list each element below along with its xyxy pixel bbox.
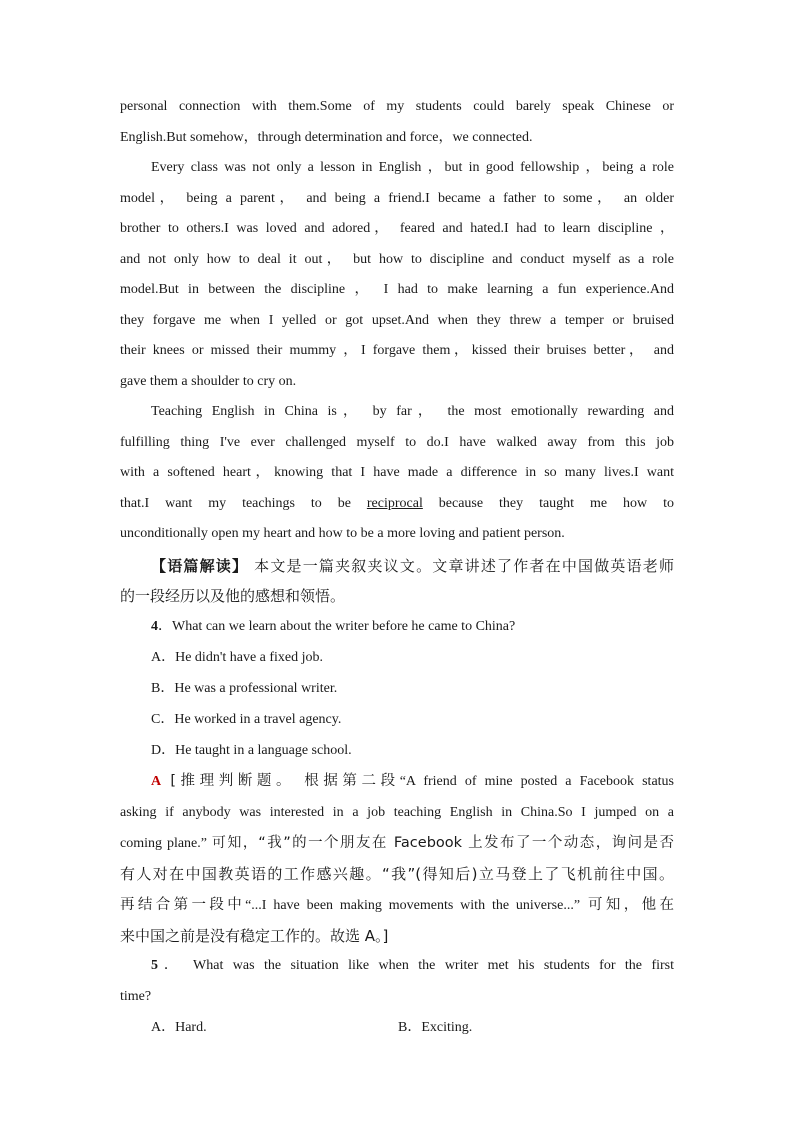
text-line: 有人对在中国教英语的工作感兴趣。“我”(得知后)立马登上了飞机前往中国。 — [120, 865, 674, 883]
option-a: A．He didn't have a fixed job. — [151, 650, 324, 665]
question-stem — [120, 612, 674, 643]
text-line — [120, 828, 674, 859]
question-text: ． What was the situation like when the writer met his students for the first — [158, 958, 674, 973]
text-line: model， being a parent， and being a friend.I became a father to some， an older — [120, 190, 674, 206]
text-segment: 可知，他在 — [580, 896, 675, 913]
analysis-label: 【语篇解读】 — [151, 556, 249, 575]
underlined-word: reciprocal — [366, 495, 423, 511]
option-b: B．He was a professional writer. — [151, 681, 338, 696]
text-line: fulfilling thing I've ever challenged myself to do.I have walked away from this job — [120, 434, 674, 450]
document-page — [120, 92, 674, 1043]
text-segment: 再结合第一段中 — [120, 896, 246, 913]
text-line: brother to others.I was loved and adored， feared and hated.I had to learn discipline ， — [120, 221, 674, 236]
question-number: 4 — [151, 618, 158, 634]
option-a: A．Hard. — [151, 1020, 207, 1035]
text-segment: “...I have been making movements with the universe...” — [245, 897, 581, 913]
text-line — [120, 551, 674, 582]
option-c: C．He worked in a travel agency. — [151, 712, 342, 727]
option-b: B．Exciting. — [398, 1020, 473, 1035]
text-segment: that.I want my teachings to be — [120, 495, 367, 511]
text-line: and not only how to deal it out， but how to discipline and conduct myself as a role — [120, 251, 674, 267]
option-d: D．He taught in a language school. — [151, 743, 352, 758]
text-line — [120, 489, 674, 520]
text-line: they forgave me when I yelled or got upset.And when they threw a temper or bruised — [120, 312, 674, 328]
text-segment: because they taught me how to — [422, 495, 674, 511]
text-line: 的一段经历以及他的感想和领悟。 — [120, 587, 346, 605]
text-segment: “A friend of mine posted a Facebook status — [399, 774, 674, 789]
text-segment: “我”的一个朋友在 Facebook 上发布了一个动态，询问是否 — [258, 835, 674, 851]
text-line: asking if anybody was interested in a job teaching English in China.So I jumped on a — [120, 805, 674, 820]
text-segment: [推理判断题。 根据第二段 — [161, 773, 400, 789]
paragraph-1 — [120, 92, 674, 153]
text-line — [120, 890, 674, 921]
text-line: 来中国之前是没有稳定工作的。故选 A。] — [120, 926, 389, 945]
text-line: with a softened heart，knowing that I have made a difference in so many lives.I want — [120, 465, 674, 480]
paragraph-3 — [120, 397, 674, 550]
text-line: personal connection with them.Some of my students could barely speak Chinese or — [120, 99, 674, 114]
text-line: English.But somehow，through determination and force，we connected. — [120, 129, 533, 145]
question-4 — [120, 612, 674, 952]
options-row — [120, 1012, 674, 1043]
question-stem — [120, 951, 674, 982]
analysis-text: 本文是一篇夹叙夹议文。文章讲述了作者在中国做英语老师 — [248, 556, 674, 575]
question-number: 5 — [151, 958, 158, 973]
paragraph-2 — [120, 153, 674, 397]
passage-analysis — [120, 551, 674, 612]
text-segment: coming plane.” 可知， — [120, 836, 259, 851]
text-line: Every class was not only a lesson in English ，but in good fellowship ，being a role — [151, 160, 674, 175]
answer-letter: A — [151, 774, 162, 789]
text-line: unconditionally open my heart and how to be a more loving and patient person. — [120, 526, 565, 541]
answer-explanation — [120, 766, 674, 951]
text-line: their knees or missed their mummy ，I forgave them，kissed their bruises better， and — [120, 343, 674, 358]
text-line: gave them a shoulder to cry on. — [120, 373, 297, 389]
text-line: model.But in between the discipline ， I had to make learning a fun experience.And — [120, 282, 674, 297]
question-text: ．What can we learn about the writer before he came to China? — [158, 618, 516, 634]
text-line: Teaching English in China is， by far， the most emotionally rewarding and — [151, 404, 674, 419]
text-line — [120, 766, 674, 797]
question-text-cont: time? — [120, 988, 152, 1004]
question-5 — [120, 951, 674, 1043]
